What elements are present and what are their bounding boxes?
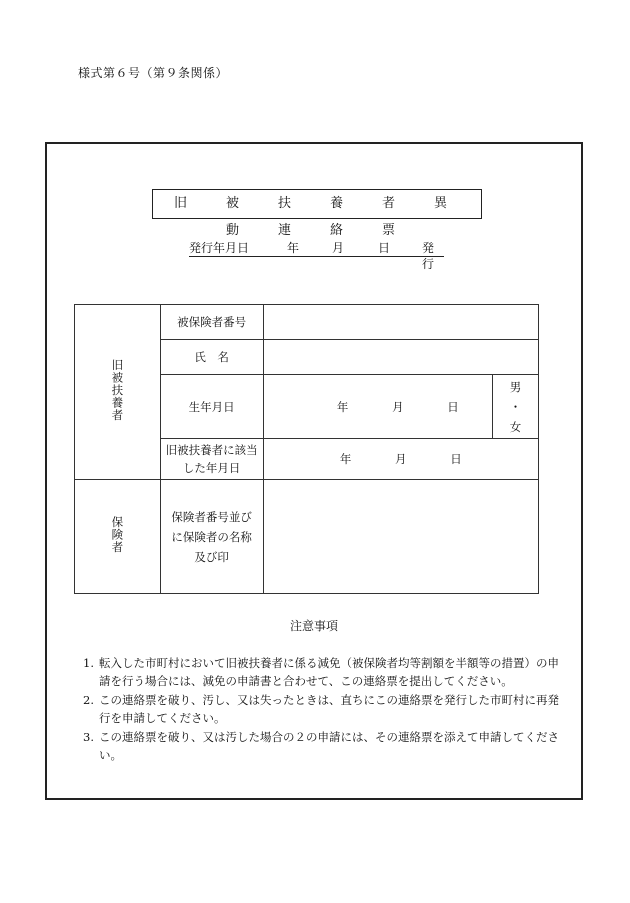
issue-suffix-label: 発行 — [422, 241, 435, 271]
dependent-info-table — [74, 304, 539, 594]
issue-day-label: 日 — [378, 241, 391, 255]
issue-date-line — [189, 240, 444, 271]
form-frame — [45, 142, 583, 800]
form-title: 旧 被 扶 養 者 異 動 連 絡 票 — [152, 189, 482, 219]
note-item: 2. この連絡票を破り、汚し、又は失ったときは、直ちにこの連絡票を発行した市町村に再発行を申請してください。 — [83, 693, 559, 725]
became-dependent-date-label: 旧被扶養者に該当した年月日 — [160, 439, 263, 480]
insurer-info-field[interactable] — [263, 480, 538, 594]
issue-date-label: 発行年月日 — [189, 241, 250, 255]
note-item: 3. この連絡票を破り、又は汚した場合の２の申請には、その連絡票を添えて申請してください。 — [83, 730, 559, 762]
insured-number-label: 被保険者番号 — [160, 305, 263, 340]
name-label: 氏 名 — [160, 340, 263, 375]
birth-date-field[interactable]: 年 月 日 — [263, 375, 493, 439]
issue-year-label: 年 — [287, 241, 300, 255]
gender-field[interactable] — [493, 375, 539, 439]
name-field[interactable] — [263, 340, 538, 375]
gender-dot: ・ — [509, 399, 522, 414]
notes-title: 注意事項 — [289, 619, 338, 633]
insured-number-field[interactable] — [263, 305, 538, 340]
gender-female-label: 女 — [509, 419, 522, 434]
became-dependent-date-field[interactable]: 年 月 日 — [263, 439, 538, 480]
note-item: 1. 転入した市町村において旧被扶養者に係る減免（被保険者均等割額を半額等の措置）の申請を行う場合には、減免の申請書と合わせて、この連絡票を提出してください。 — [83, 656, 559, 688]
gender-male-label: 男 — [509, 379, 522, 394]
notes-list — [83, 654, 563, 765]
birth-date-label: 生年月日 — [160, 375, 263, 439]
insurer-info-label: 保険者番号並びに保険者の名称及び印 — [160, 480, 263, 594]
issue-month-label: 月 — [332, 241, 345, 255]
insurer-group-label: 保険者 — [75, 480, 161, 594]
form-number-label: 様式第６号（第９条関係） — [78, 66, 229, 80]
former-dependent-group-label: 旧被扶養者 — [75, 305, 161, 480]
